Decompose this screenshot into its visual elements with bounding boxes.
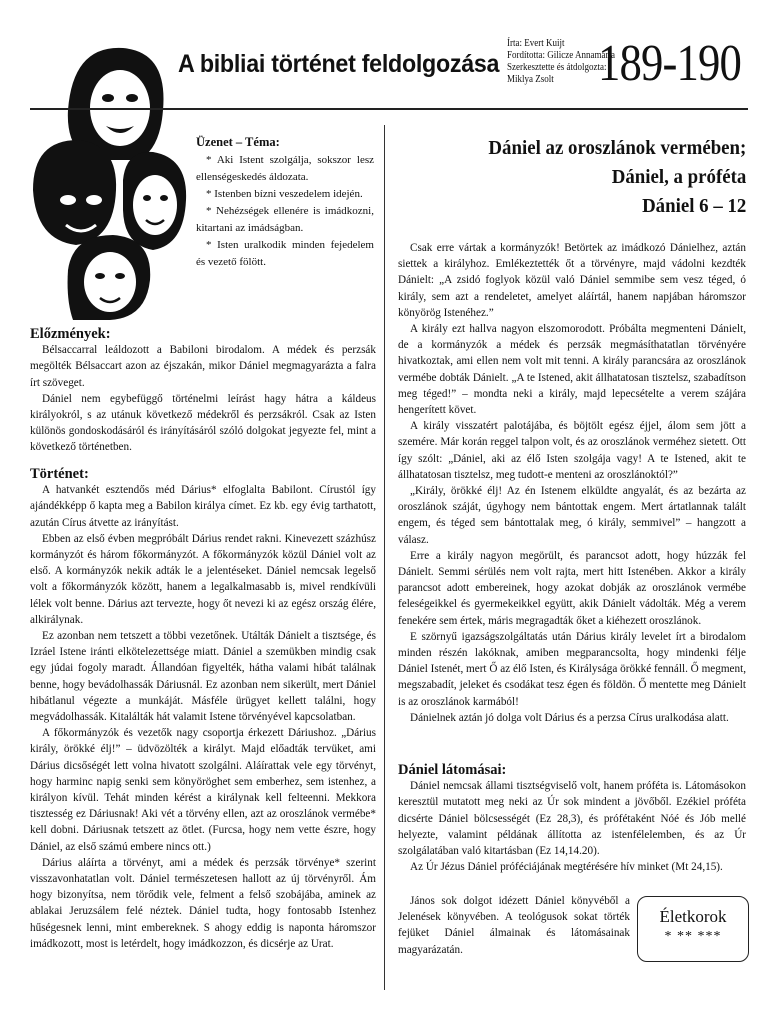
credit-line: Miklya Zsolt	[507, 74, 554, 85]
story-heading: Történet:	[30, 466, 89, 482]
paragraph: Dárius aláírta a törvényt, ami a médek és perzsák törvénye* szerint visszavonhatatlan volt. Dániel természetesen hallott az új törvényről. Ám hogy bizonyítsa, nem törődik vele, felment a felső szobájába, aminek az ablakai Jeruzsálem felé néztek. Dániel tudta, hogy fontosabb Istenhez hűségesnek lenni, mint embereknek. S ahogy eddig is naponta háromszor imádkozott, most is letérdelt, hogy imádkozzon, és dicsérje az Urat.	[30, 856, 376, 950]
story-continuation	[398, 240, 746, 726]
story-title-line: Dániel, a próféta	[611, 166, 746, 188]
message-heading: Üzenet – Téma:	[196, 135, 280, 149]
story-title-line: Dániel az oroszlánok vermében;	[488, 137, 746, 159]
paragraph: Dánielnek aztán jó dolga volt Dárius és a perzsa Círus uralkodása alatt.	[410, 711, 729, 724]
paragraph: E szörnyű igazságszolgáltatás után Dárius király levelet írt a birodalom minden részén lakóknak, amiben megparancsolta, hogy mindenki félje Dániel Istenét, mert Ő az élő Isten, és Királysága örökké fennáll. Ő megment, megszabadít, jeleket és csodákat tesz égen és földön. Ő mentette meg Dánielt is az oroszlánok karmából!	[398, 630, 746, 708]
paragraph: Ebben az első évben megpróbált Dárius rendet rakni. Kinevezett százhúsz kormányzót és három főkormányzót. A főkormányzók közül Dániel volt az első. A kormányzók nekik adták le a jelentéseket. Dániel nemcsak legelső volt a főkormányzók között, hanem a legalkalmasabb is, mivel rendkívüli lélek volt benne. Dárius azt tervezte, hogy őt nevezi ki az egész ország élére, alkirálynak.	[30, 532, 376, 626]
paragraph: Erre a király nagyon megörült, és parancsot adott, hogy húzzák fel Dánielt. Semmi sérülés nem volt rajta, mert hitt Istenében. Akkor a király parancsot adott embereinek, hogy azokat dobják az oroszlánok vermébe feleségeikkel és gyermekeikkel együtt, akik Dánielt vádolták. Még a verem fenekére sem értek, máris megragadták őket a kiéhezett oroszlánok.	[398, 549, 746, 627]
message-item: * Istenben bízni veszedelem idején.	[206, 188, 363, 200]
story-section	[30, 466, 376, 952]
paragraph: Az Úr Jézus Dániel próféciájának megtérésére hív minket (Mt 24,15).	[410, 861, 723, 874]
paragraph: Dániel nemcsak állami tisztségviselő volt, hanem próféta is. Látomásokon keresztül mutatott meg neki az Úr sok mindent a jövőből. Ezékiel próféta dicsérte Dániel bölcsességét (Ez 28,3), és prófétaként Nóé és Jób mellé helyezte, valamint példának állította az istenfélelemben, és az Úr szolgálatában való kitartásban (Ez 14,14.20).	[398, 780, 746, 858]
message-section	[196, 134, 374, 271]
credit-line: Fordította: Gilicze Annamária	[507, 50, 615, 61]
page-title: A bibliai történet feldolgozása	[178, 50, 500, 78]
paragraph: A király visszatért palotájába, és böjtölt egész éjjel, álom sem jött a szemére. Már korán reggel talpon volt, és az oroszlánok verméhez sietett. Ott így szólt: „Dániel, aki az élő Isten szolgája vagy! A te Istened, akit te állhatatosan tisztelsz, meg tudott-e menteni az oroszlánoktól?”	[398, 420, 746, 481]
paragraph: Dániel nem egybefüggő történelmi leírást hagy hátra a káldeus királyokról, s az utánuk következő médekről és perzsákról. Csak az Isten különös gondoskodásáról és irányításáról szóló dolgokat jegyezte fel, mint a következő történetben.	[30, 392, 376, 454]
age-box	[637, 896, 749, 962]
paragraph: A főkormányzók és vezetők nagy csoportja érkezett Dáriushoz. „Dárius király, örökké élj!” – üdvözölték a királyt. Majd előadták tervüket, ami Dárius dicsőségét lett volna hivatott szolgálni. Aláírattak vele egy törvényt, hogy harminc napig senki sem könyöröghet sem emberhez, sem istenhez, a királyon kívül. Tehát minden kérést a királynak kell felteenni. Mekkora tisztesség ez Dáriusnak! Aki vét a törvény ellen, azt az oroszlánok vermébe* kell dobni. Dáriusnak tetszett az ötlet. (Furcsa, hogy nem vette észre, hogy Dániel, az első számú embere nincs ott.)	[30, 727, 376, 853]
message-item: * Isten uralkodik minden fejedelem és vezető fölött.	[196, 239, 374, 268]
story-title-line: Dániel 6 – 12	[641, 195, 746, 217]
age-label: Életkorok	[659, 907, 727, 926]
credit-line: Szerkesztette és átdolgozta:	[507, 62, 607, 73]
paragraph: „Király, örökké élj! Az én Istenem elküldte angyalát, és az bezárta az oroszlánok száját, úgyhogy nem bántottak engem. Mert ártatlannak talált engem, és téged sem bántottalak meg, ó király, semmivel” – hangzott a válasz.	[398, 485, 746, 546]
message-item: * Aki Istent szolgálja, sokszor lesz ellenségeskedés áldozata.	[196, 154, 374, 183]
visions-section	[398, 762, 746, 875]
age-stars: * ** ***	[664, 929, 722, 944]
header-divider	[30, 108, 748, 110]
paragraph: János sok dolgot idézett Dániel könyvéből a Jelenések könyvében. A teológusok sokat törték fejüket Dániel álmainak és látomásainak magyarázatán.	[398, 895, 630, 956]
visions-last-paragraph	[398, 893, 630, 958]
background-heading: Előzmények:	[30, 326, 111, 342]
story-title	[466, 134, 746, 221]
paragraph: A király ezt hallva nagyon elszomorodott. Próbálta megmenteni Dánielt, de a kormányzók a médek és perzsák megmásíthatatlan törvényére hivatkoztak, ami ellen nem volt mit tenni. A király parancsára az oroszlánok vermébe dobták Dánielt. „A te Istened, akit állhatatosan tisztelsz, szabadítson meg téged!” – mondta neki a király, majd lepecsételte a verem szájára hengerített követ.	[398, 323, 746, 417]
column-divider	[384, 125, 385, 990]
children-photo	[28, 40, 192, 320]
credit-line: Írta: Evert Kuijt	[507, 38, 565, 49]
paragraph: Bélsaccarral leáldozott a Babiloni birodalom. A médek és perzsák megölték Bélsaccart azon az éjszakán, mikor Dániel megmagyarázta a falra írt szöveget.	[30, 344, 376, 389]
paragraph: Ez azonban nem tetszett a többi vezetőnek. Utálták Dánielt a tisztsége, és Izráel Istene iránti elkötelezettsége miatt. Dániel a szemükben mindig csak egy júdai fogoly maradt. Állandóan figyelték, hátha valami hibát találnak benne, hogy bevádolhassák Dáriusnál. Ez azonban nem sikerült, mert Dániel hibátlanul végezte a munkáját. Másféle ürügyet kellett találni, hogy megvádolhassák. Kitalálták hát valamit Istene törvényével kapcsolatban.	[30, 630, 376, 724]
lesson-number: 189-190	[598, 35, 742, 92]
message-item: * Nehézségek ellenére is imádkozni, kitartani az imádságban.	[196, 205, 374, 234]
background-section	[30, 326, 376, 456]
paragraph: A hatvankét esztendős méd Dárius* elfoglalta Babilont. Círustól így ajándékképp ő kapta meg a Babilon királya címet. Ez kb. egy évig tarthatott, azután Círus átvette az irányítást.	[30, 484, 376, 529]
visions-heading: Dániel látomásai:	[398, 762, 507, 778]
credits	[507, 38, 615, 86]
paragraph: Csak erre vártak a kormányzók! Betörtek az imádkozó Dánielhez, aztán siettek a királyhoz. Emlékeztették őt a törvényre, majd vádolni kezdték Dánielt: „A zsidó foglyok közül való Dániel semmibe sem vesz téged, ó király, sem azt a rendeletet, amelyet aláírtál, hanem napjában háromszor könyörög Istenéhez.”	[398, 242, 746, 319]
